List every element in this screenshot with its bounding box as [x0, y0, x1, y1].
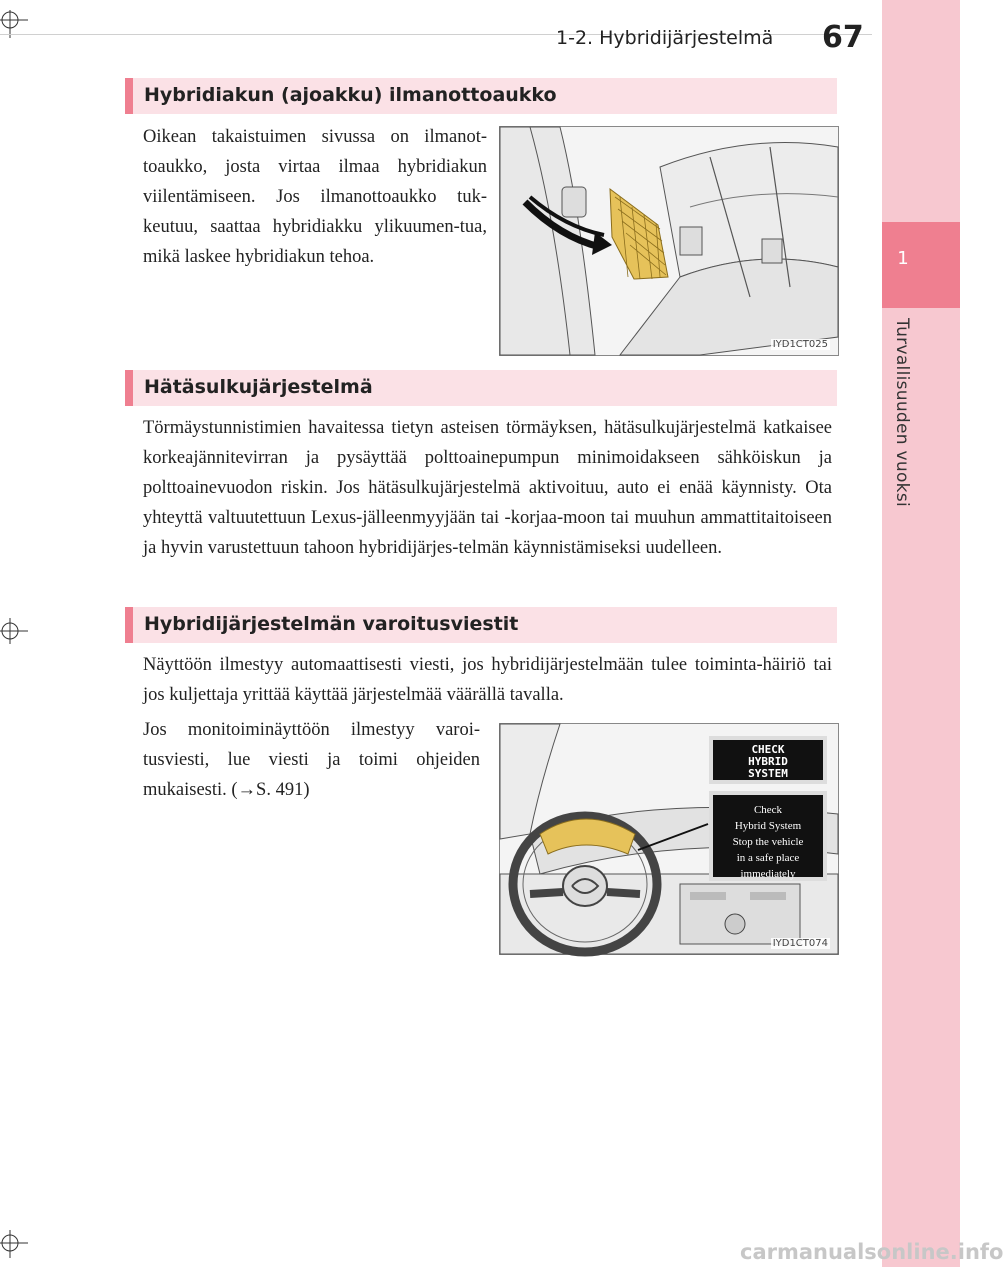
section-heading-text: Hybridijärjestelmän varoitusviestit	[144, 613, 519, 635]
display-line: HYBRID	[748, 755, 788, 768]
crop-mark-bottom-left	[0, 1228, 30, 1258]
section-heading-air-intake	[125, 78, 837, 114]
section-heading-text: Hätäsulkujärjestelmä	[144, 376, 373, 398]
display-line: in a safe place	[736, 852, 800, 864]
chapter-sidebar	[882, 0, 960, 1267]
paragraph-air-intake: Oikean takaistuimen sivussa on ilmanot-toaukko, josta virtaa ilmaa hybridiakun viilentämiseen. Jos ilmanottoaukko tuk-keutuu, saattaa hybridiakku ylikuumen-tua, mikä laskee hybridiakun tehoa.	[143, 127, 487, 267]
paragraph-emergency-shutoff: Törmäystunnistimien havaitessa tietyn asteisen törmäyksen, hätäsulkujärjestelmä katkaisee korkeajännitevirran ja pysäyttää polttoainepumpun minimoidakseen sähköiskun ja polttoainevuodon riskin. Jos hätäsulkujärjestelmä aktivoituu, auto ei enää käynnisty. Ota yhteyttä valtuutettuun Lexus-jälleenmyyjään tai -korjaa-moon tai muuhun ammattitaitoiseen ja hyvin varustettuun tahoon hybridijärjes-telmän käynnistämiseksi uudelleen.	[143, 418, 832, 558]
section-heading-emergency-shutoff	[125, 370, 837, 406]
crop-mark-top-left	[0, 10, 30, 40]
rear-seat-illustration	[500, 127, 838, 355]
section-heading-text: Hybridiakun (ajoakku) ilmanottoaukko	[144, 84, 557, 106]
figure-dashboard-warning	[499, 723, 839, 955]
paragraph-warning-instructions: Jos monitoiminäyttöön ilmestyy varoi-tusviesti, lue viesti ja toimi ohjeiden mukaisesti. (→S. 491)	[143, 720, 480, 800]
chapter-title: Turvallisuuden vuoksi	[892, 318, 912, 508]
chapter-number: 1	[897, 248, 909, 269]
heading-accent-bar	[125, 607, 133, 643]
display-stop-vehicle-message	[709, 791, 827, 881]
figure-rear-seat-air-intake	[499, 126, 839, 356]
display-line: Stop the vehicle	[732, 836, 804, 848]
page-number: 67	[822, 20, 864, 55]
display-check-hybrid-system	[709, 736, 827, 784]
crop-mark-mid-left	[0, 616, 30, 646]
heading-accent-bar	[125, 78, 133, 114]
display-line: Hybrid System	[734, 820, 802, 832]
display-line: immediately	[740, 868, 796, 880]
figure-code: IYD1CT074	[772, 938, 828, 949]
figure-code: IYD1CT025	[772, 339, 828, 350]
display-line: CHECK	[751, 743, 785, 756]
section-header-title: 1-2. Hybridijärjestelmä	[556, 27, 774, 49]
paragraph-warning-messages: Näyttöön ilmestyy automaattisesti viesti, jos hybridijärjestelmään tulee toiminta-häiriö tai jos kuljettaja yrittää käyttää järjestelmää väärällä tavalla.	[143, 655, 832, 705]
watermark: carmanualsonline.info	[740, 1240, 1003, 1264]
display-line: Check	[753, 804, 783, 816]
section-heading-warning-messages	[125, 607, 837, 643]
heading-accent-bar	[125, 370, 133, 406]
display-line: SYSTEM	[748, 767, 788, 780]
